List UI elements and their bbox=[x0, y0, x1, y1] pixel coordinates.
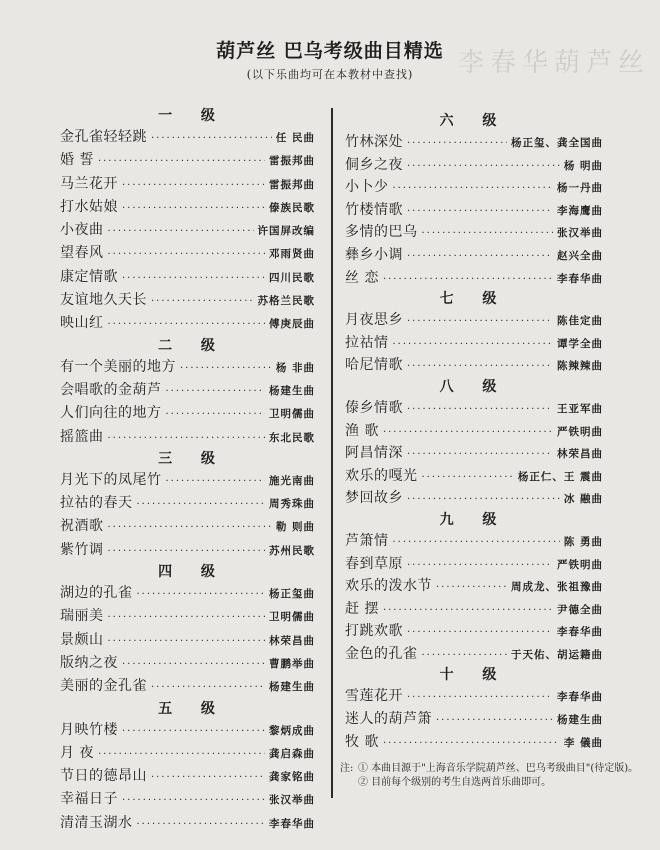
piece-title: 幸福日子 bbox=[60, 791, 118, 808]
left-column bbox=[60, 106, 315, 835]
piece-entry bbox=[60, 765, 315, 788]
level-heading: 二 级 bbox=[158, 337, 227, 354]
leader-dots bbox=[151, 676, 265, 699]
leader-dots bbox=[151, 290, 254, 313]
piece-entry bbox=[345, 199, 603, 222]
piece-entry bbox=[345, 553, 603, 576]
piece-title: 湖边的孔雀 bbox=[60, 585, 133, 602]
leader-dots bbox=[108, 630, 266, 653]
piece-credit: 杨建生曲 bbox=[269, 384, 315, 397]
piece-entry bbox=[60, 402, 315, 425]
piece-credit: 张汉举曲 bbox=[557, 227, 603, 240]
piece-entry bbox=[345, 708, 603, 731]
piece-entry bbox=[345, 397, 603, 420]
piece-entry bbox=[60, 379, 315, 402]
piece-entry bbox=[60, 469, 315, 492]
piece-title: 有一个美丽的地方 bbox=[60, 358, 176, 375]
page-title: 葫芦丝 巴乌考级曲目精选 bbox=[216, 40, 444, 62]
piece-credit: 张汉举曲 bbox=[269, 794, 315, 807]
piece-credit: 周秀珠曲 bbox=[269, 498, 315, 511]
piece-credit: 杨正玺、龚全国曲 bbox=[511, 137, 603, 149]
piece-entry bbox=[60, 242, 315, 265]
piece-title: 望春风 bbox=[60, 245, 104, 262]
piece-credit: 于天佑、胡运籍曲 bbox=[511, 648, 603, 661]
piece-title: 哈尼情歌 bbox=[345, 357, 403, 374]
piece-credit: 雷振邦曲 bbox=[269, 155, 315, 168]
piece-title: 金色的孔雀 bbox=[345, 645, 418, 662]
piece-title: 竹楼情歌 bbox=[345, 201, 403, 218]
piece-title: 祝酒歌 bbox=[60, 518, 104, 535]
piece-title: 景颇山 bbox=[60, 631, 104, 648]
piece-title: 多情的巴乌 bbox=[345, 224, 418, 241]
piece-title: 人们向往的地方 bbox=[60, 405, 162, 422]
piece-entry bbox=[345, 575, 603, 598]
level-heading: 一 级 bbox=[158, 108, 227, 124]
piece-entry bbox=[345, 731, 603, 754]
piece-credit: 东北民歌 bbox=[269, 431, 315, 444]
leader-dots bbox=[436, 577, 507, 600]
piece-title: 梦回故乡 bbox=[345, 490, 403, 507]
leader-dots bbox=[407, 133, 507, 156]
level-heading: 三 级 bbox=[158, 450, 227, 467]
leader-dots bbox=[407, 622, 553, 645]
piece-entry bbox=[60, 652, 315, 675]
piece-entry bbox=[60, 742, 315, 765]
piece-title: 牧 歌 bbox=[345, 733, 379, 750]
piece-entry bbox=[345, 598, 603, 621]
leader-dots bbox=[383, 422, 553, 445]
level-heading: 九 级 bbox=[439, 511, 509, 528]
piece-entry bbox=[60, 126, 315, 149]
piece-entry bbox=[345, 332, 603, 355]
piece-title: 赶 摆 bbox=[345, 600, 379, 617]
piece-title: 映山红 bbox=[60, 315, 104, 332]
piece-credit: 杨 非曲 bbox=[275, 361, 315, 374]
level-heading: 七 级 bbox=[439, 291, 509, 308]
piece-title: 马兰花开 bbox=[60, 175, 118, 192]
leader-dots bbox=[166, 470, 266, 493]
leader-dots bbox=[151, 127, 272, 150]
piece-title: 打水姑娘 bbox=[60, 198, 118, 215]
piece-title: 瑞丽美 bbox=[60, 608, 104, 625]
leader-dots bbox=[108, 313, 266, 336]
piece-credit: 雷振邦曲 bbox=[269, 178, 315, 191]
piece-credit: 李 儀曲 bbox=[563, 736, 603, 749]
leader-dots bbox=[151, 766, 265, 789]
piece-title: 清清玉湖水 bbox=[60, 814, 133, 831]
piece-entry bbox=[345, 131, 603, 154]
piece-entry bbox=[345, 244, 603, 267]
notes-label: 注: bbox=[340, 763, 354, 774]
leader-dots bbox=[108, 606, 266, 629]
level-heading: 五 级 bbox=[158, 700, 227, 717]
leader-dots bbox=[108, 516, 272, 539]
leader-dots bbox=[98, 743, 265, 766]
piece-credit: 尹德全曲 bbox=[557, 603, 603, 616]
leader-dots bbox=[166, 403, 266, 426]
leader-dots bbox=[180, 357, 272, 380]
level-heading: 六 级 bbox=[439, 113, 509, 129]
leader-dots bbox=[407, 156, 560, 179]
piece-title: 版纳之夜 bbox=[60, 654, 118, 671]
piece-entry bbox=[345, 221, 603, 244]
note-item-2: ② 目前每个级别的考生自选两首乐曲即可。 bbox=[358, 777, 552, 788]
piece-title: 迷人的葫芦箫 bbox=[345, 711, 432, 728]
piece-credit: 陈佳定曲 bbox=[557, 315, 603, 328]
piece-credit: 杨 明曲 bbox=[563, 159, 603, 172]
piece-credit: 王亚军曲 bbox=[557, 402, 603, 415]
piece-entry bbox=[345, 442, 603, 465]
piece-credit: 许国屏改编 bbox=[257, 225, 315, 238]
piece-title: 友谊地久天长 bbox=[60, 292, 147, 309]
leader-dots bbox=[108, 243, 266, 266]
piece-credit: 陈辣辣曲 bbox=[557, 360, 603, 373]
piece-entry bbox=[60, 515, 315, 538]
piece-credit: 林荣昌曲 bbox=[557, 448, 603, 461]
piece-title: 拉祜的春天 bbox=[60, 495, 133, 512]
piece-title: 小夜曲 bbox=[60, 222, 104, 239]
piece-entry bbox=[60, 289, 315, 312]
piece-title: 康定情歌 bbox=[60, 268, 118, 285]
piece-entry bbox=[60, 788, 315, 811]
piece-entry bbox=[60, 173, 315, 196]
leader-dots bbox=[407, 311, 553, 334]
piece-title: 美丽的金孔雀 bbox=[60, 678, 147, 695]
piece-title: 欢乐的泼水节 bbox=[345, 578, 432, 595]
note-item-1: ① 本曲目源于"上海音乐学院葫芦丝、巴乌考级曲目"(待定版)。 bbox=[358, 763, 639, 774]
leader-dots bbox=[108, 427, 266, 450]
right-column bbox=[345, 111, 603, 753]
footnotes bbox=[340, 762, 640, 790]
piece-title: 金孔雀轻轻跳 bbox=[60, 129, 147, 145]
piece-title: 侗乡之夜 bbox=[345, 156, 403, 173]
leader-dots bbox=[407, 246, 553, 269]
piece-credit: 李春华曲 bbox=[557, 691, 603, 704]
leader-dots bbox=[383, 269, 553, 292]
piece-title: 摇篮曲 bbox=[60, 428, 104, 445]
piece-entry bbox=[60, 675, 315, 698]
piece-entry bbox=[60, 196, 315, 219]
piece-entry bbox=[60, 266, 315, 289]
piece-credit: 黎炳成曲 bbox=[269, 724, 315, 737]
piece-credit: 李春华曲 bbox=[557, 272, 603, 285]
piece-title: 月夜思乡 bbox=[345, 312, 403, 329]
piece-credit: 赵兴全曲 bbox=[557, 249, 603, 262]
leader-dots bbox=[383, 600, 553, 623]
piece-entry bbox=[345, 309, 603, 332]
piece-credit: 苏格兰民歌 bbox=[257, 295, 315, 308]
piece-credit: 周成龙、张祖豫曲 bbox=[511, 581, 603, 594]
piece-title: 傣乡情歌 bbox=[345, 399, 403, 416]
level-heading: 四 级 bbox=[158, 564, 227, 581]
piece-entry bbox=[345, 465, 603, 488]
leader-dots bbox=[407, 555, 553, 578]
piece-credit: 苏州民歌 bbox=[269, 544, 315, 557]
leader-dots bbox=[137, 813, 266, 836]
piece-entry bbox=[60, 629, 315, 652]
piece-credit: 谭学全曲 bbox=[557, 337, 603, 350]
leader-dots bbox=[137, 583, 266, 606]
piece-entry bbox=[60, 582, 315, 605]
piece-credit: 李海鹰曲 bbox=[557, 204, 603, 217]
piece-entry bbox=[345, 620, 603, 643]
piece-entry bbox=[60, 426, 315, 449]
piece-title: 阿昌情深 bbox=[345, 445, 403, 462]
piece-entry bbox=[345, 530, 603, 553]
leader-dots bbox=[108, 220, 254, 243]
leader-dots bbox=[122, 267, 265, 290]
piece-entry bbox=[60, 356, 315, 379]
piece-entry bbox=[345, 354, 603, 377]
piece-title: 紫竹调 bbox=[60, 541, 104, 558]
leader-dots bbox=[407, 489, 560, 512]
leader-dots bbox=[407, 399, 553, 422]
piece-credit: 曹鹏举曲 bbox=[269, 657, 315, 670]
bleed-through-text: 李春华葫芦丝 bbox=[457, 48, 650, 78]
piece-credit: 傅庚辰曲 bbox=[269, 318, 315, 331]
leader-dots bbox=[122, 174, 265, 197]
leader-dots bbox=[98, 150, 265, 173]
leader-dots bbox=[122, 653, 265, 676]
piece-title: 雪莲花开 bbox=[345, 688, 403, 705]
leader-dots bbox=[393, 178, 554, 201]
piece-title: 婚 誓 bbox=[60, 152, 94, 169]
page-subtitle: (以下乐曲均可在本教材中查找) bbox=[246, 68, 414, 81]
piece-entry bbox=[60, 539, 315, 562]
leader-dots bbox=[393, 334, 554, 357]
piece-credit: 杨建生曲 bbox=[557, 714, 603, 727]
piece-title: 节日的德昂山 bbox=[60, 768, 147, 785]
piece-credit: 勒 则曲 bbox=[275, 521, 315, 534]
piece-title: 打跳欢歌 bbox=[345, 623, 403, 640]
piece-title: 芦箫情 bbox=[345, 532, 389, 549]
piece-entry bbox=[60, 149, 315, 172]
piece-entry bbox=[345, 154, 603, 177]
leader-dots bbox=[383, 733, 560, 756]
piece-credit: 杨正仁、王 震曲 bbox=[517, 470, 603, 483]
piece-title: 会唱歌的金葫芦 bbox=[60, 381, 162, 398]
level-heading: 八 级 bbox=[439, 378, 509, 395]
leader-dots bbox=[122, 197, 265, 220]
level-heading: 十 级 bbox=[439, 667, 509, 684]
piece-credit: 邓雨贤曲 bbox=[269, 248, 315, 261]
piece-entry bbox=[345, 420, 603, 443]
piece-entry bbox=[60, 719, 315, 742]
piece-entry bbox=[345, 643, 603, 666]
piece-credit: 严铁明曲 bbox=[557, 425, 603, 438]
piece-title: 小卜少 bbox=[345, 179, 389, 196]
piece-credit: 施光南曲 bbox=[269, 474, 315, 487]
piece-title: 渔 歌 bbox=[345, 422, 379, 439]
leader-dots bbox=[137, 493, 266, 516]
leader-dots bbox=[407, 444, 553, 467]
piece-entry bbox=[345, 685, 603, 708]
piece-credit: 卫明儒曲 bbox=[269, 408, 315, 421]
piece-credit: 杨一丹曲 bbox=[557, 182, 603, 195]
piece-entry bbox=[60, 492, 315, 515]
leader-dots bbox=[122, 720, 265, 743]
leader-dots bbox=[108, 540, 266, 563]
leader-dots bbox=[422, 467, 514, 490]
piece-title: 欢乐的嘎光 bbox=[345, 467, 418, 484]
piece-entry bbox=[345, 267, 603, 290]
leader-dots bbox=[407, 687, 553, 710]
piece-credit: 李春华曲 bbox=[557, 626, 603, 639]
leader-dots bbox=[166, 380, 266, 403]
piece-title: 丝 恋 bbox=[345, 269, 379, 286]
piece-credit: 任 民曲 bbox=[275, 132, 315, 144]
piece-credit: 傣族民歌 bbox=[269, 201, 315, 214]
leader-dots bbox=[422, 645, 508, 668]
piece-credit: 冰 融曲 bbox=[563, 493, 603, 506]
piece-entry bbox=[345, 487, 603, 510]
piece-entry bbox=[60, 312, 315, 335]
leader-dots bbox=[393, 532, 560, 555]
piece-credit: 陈 勇曲 bbox=[563, 535, 603, 548]
piece-entry bbox=[60, 812, 315, 835]
piece-title: 彝乡小调 bbox=[345, 246, 403, 263]
piece-credit: 龚启森曲 bbox=[269, 747, 315, 760]
piece-title: 拉祜情 bbox=[345, 334, 389, 351]
piece-title: 月光下的凤尾竹 bbox=[60, 471, 162, 488]
piece-credit: 杨正玺曲 bbox=[269, 588, 315, 601]
piece-entry bbox=[60, 605, 315, 628]
leader-dots bbox=[422, 223, 554, 246]
piece-title: 月 夜 bbox=[60, 744, 94, 761]
piece-entry bbox=[345, 176, 603, 199]
leader-dots bbox=[407, 356, 553, 379]
piece-credit: 林荣昌曲 bbox=[269, 634, 315, 647]
piece-title: 月映竹楼 bbox=[60, 721, 118, 738]
piece-title: 竹林深处 bbox=[345, 134, 403, 150]
piece-credit: 四川民歌 bbox=[269, 271, 315, 284]
piece-entry bbox=[60, 219, 315, 242]
leader-dots bbox=[436, 710, 553, 733]
piece-credit: 杨建生曲 bbox=[269, 681, 315, 694]
piece-credit: 严铁明曲 bbox=[557, 558, 603, 571]
piece-credit: 李春华曲 bbox=[269, 817, 315, 830]
piece-title: 春到草原 bbox=[345, 555, 403, 572]
piece-credit: 卫明儒曲 bbox=[269, 611, 315, 624]
leader-dots bbox=[407, 201, 553, 224]
column-divider bbox=[331, 108, 333, 798]
piece-credit: 龚家铭曲 bbox=[269, 771, 315, 784]
leader-dots bbox=[122, 789, 265, 812]
